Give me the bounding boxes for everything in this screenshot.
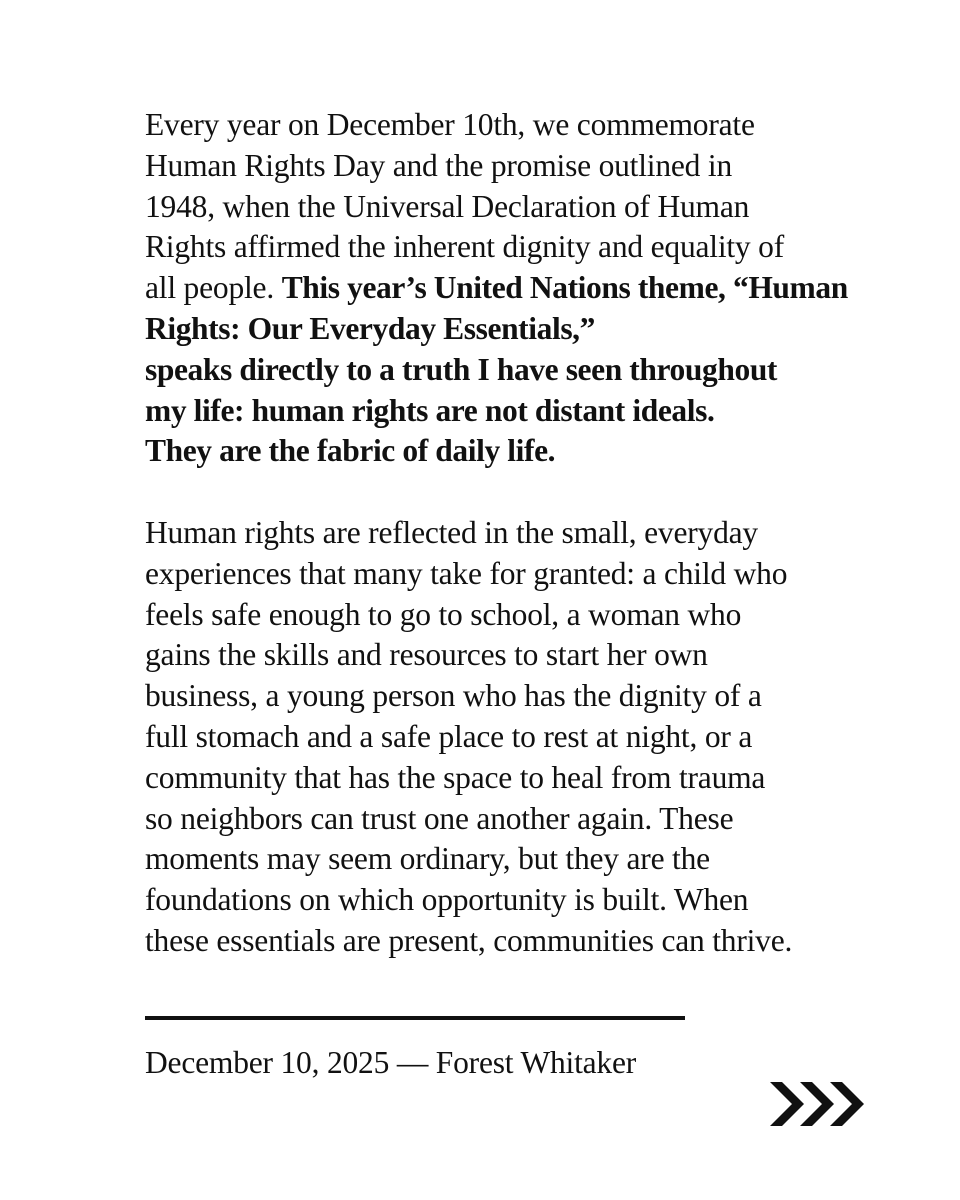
text-line-bold: speaks directly to a truth I have seen throughout — [145, 351, 778, 387]
text-line: these essentials are present, communities can thrive. — [145, 922, 793, 958]
text-line: so neighbors can trust one another again. These — [145, 800, 734, 836]
triple-chevron-right-icon[interactable] — [770, 1080, 864, 1128]
paragraph-body — [145, 513, 875, 962]
text-line: full stomach and a safe place to rest at night, or a — [145, 718, 753, 754]
post-body — [145, 105, 875, 962]
text-line — [145, 268, 875, 309]
text-line-bold: my life: human rights are not distant ideals. — [145, 392, 715, 428]
text-line: 1948, when the Universal Declaration of Human — [145, 188, 750, 224]
text-line: Human rights are reflected in the small, everyday — [145, 514, 758, 550]
text-line: experiences that many take for granted: a child who — [145, 555, 788, 591]
text-line-bold: Rights: Our Everyday Essentials,” — [145, 310, 596, 346]
text-line: gains the skills and resources to start her own — [145, 637, 708, 673]
text-line: moments may seem ordinary, but they are the — [145, 841, 710, 877]
text-line: Human Rights Day and the promise outlined in — [145, 147, 732, 183]
text-line: community that has the space to heal from trauma — [145, 759, 766, 795]
text-line: foundations on which opportunity is built. When — [145, 882, 749, 918]
text-bold: This year’s United Nations theme, “Human — [281, 270, 848, 306]
byline: December 10, 2025 — Forest Whitaker — [145, 1045, 637, 1080]
text-line: Rights affirmed the inherent dignity and equality of — [145, 229, 784, 265]
text-line: feels safe enough to go to school, a woman who — [145, 596, 742, 632]
text-line-bold: They are the fabric of daily life. — [145, 433, 556, 469]
text-line: Every year on December 10th, we commemorate — [145, 107, 755, 142]
paragraph-intro — [145, 105, 875, 472]
text-regular: all people. — [145, 270, 282, 306]
text-line: business, a young person who has the dignity of a — [145, 678, 762, 714]
divider-rule — [145, 1016, 685, 1020]
